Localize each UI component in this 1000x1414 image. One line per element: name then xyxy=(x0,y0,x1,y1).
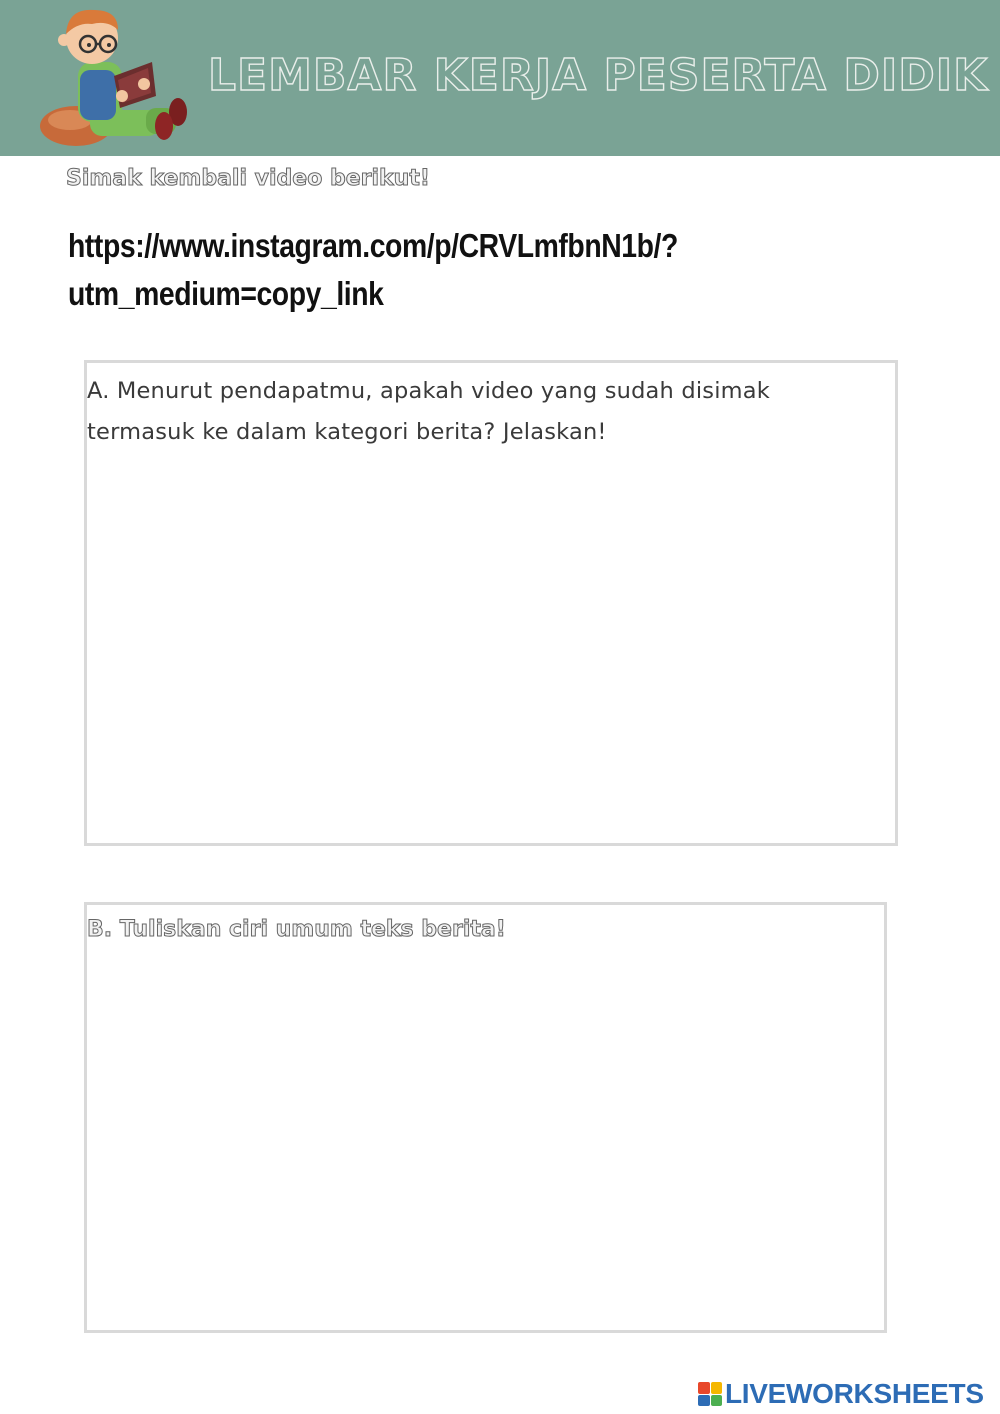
child-reading-book-icon xyxy=(34,0,194,150)
header-banner xyxy=(0,0,1000,156)
question-a-line-2: termasuk ke dalam kategori berita? Jelaskan! xyxy=(87,419,607,445)
answer-box-b[interactable] xyxy=(84,902,887,1333)
video-link[interactable] xyxy=(68,222,722,318)
page-title: LEMBAR KERJA PESERTA DIDIK xyxy=(208,50,989,101)
video-link-line-1[interactable]: https://www.instagram.com/p/CRVLmfbnN1b/? xyxy=(68,227,678,264)
video-link-line-2[interactable]: utm_medium=copy_link xyxy=(68,275,384,312)
question-b: B. Tuliskan ciri umum teks berita! xyxy=(87,917,506,942)
liveworksheets-logo-icon xyxy=(698,1382,722,1406)
answer-box-a[interactable] xyxy=(84,360,898,846)
liveworksheets-brand xyxy=(698,1378,984,1410)
instruction-text: Simak kembali video berikut! xyxy=(66,166,430,191)
brand-name: LIVEWORKSHEETS xyxy=(725,1378,984,1409)
question-a-line-1: A. Menurut pendapatmu, apakah video yang sudah disimak xyxy=(87,378,770,404)
question-a xyxy=(87,371,887,453)
